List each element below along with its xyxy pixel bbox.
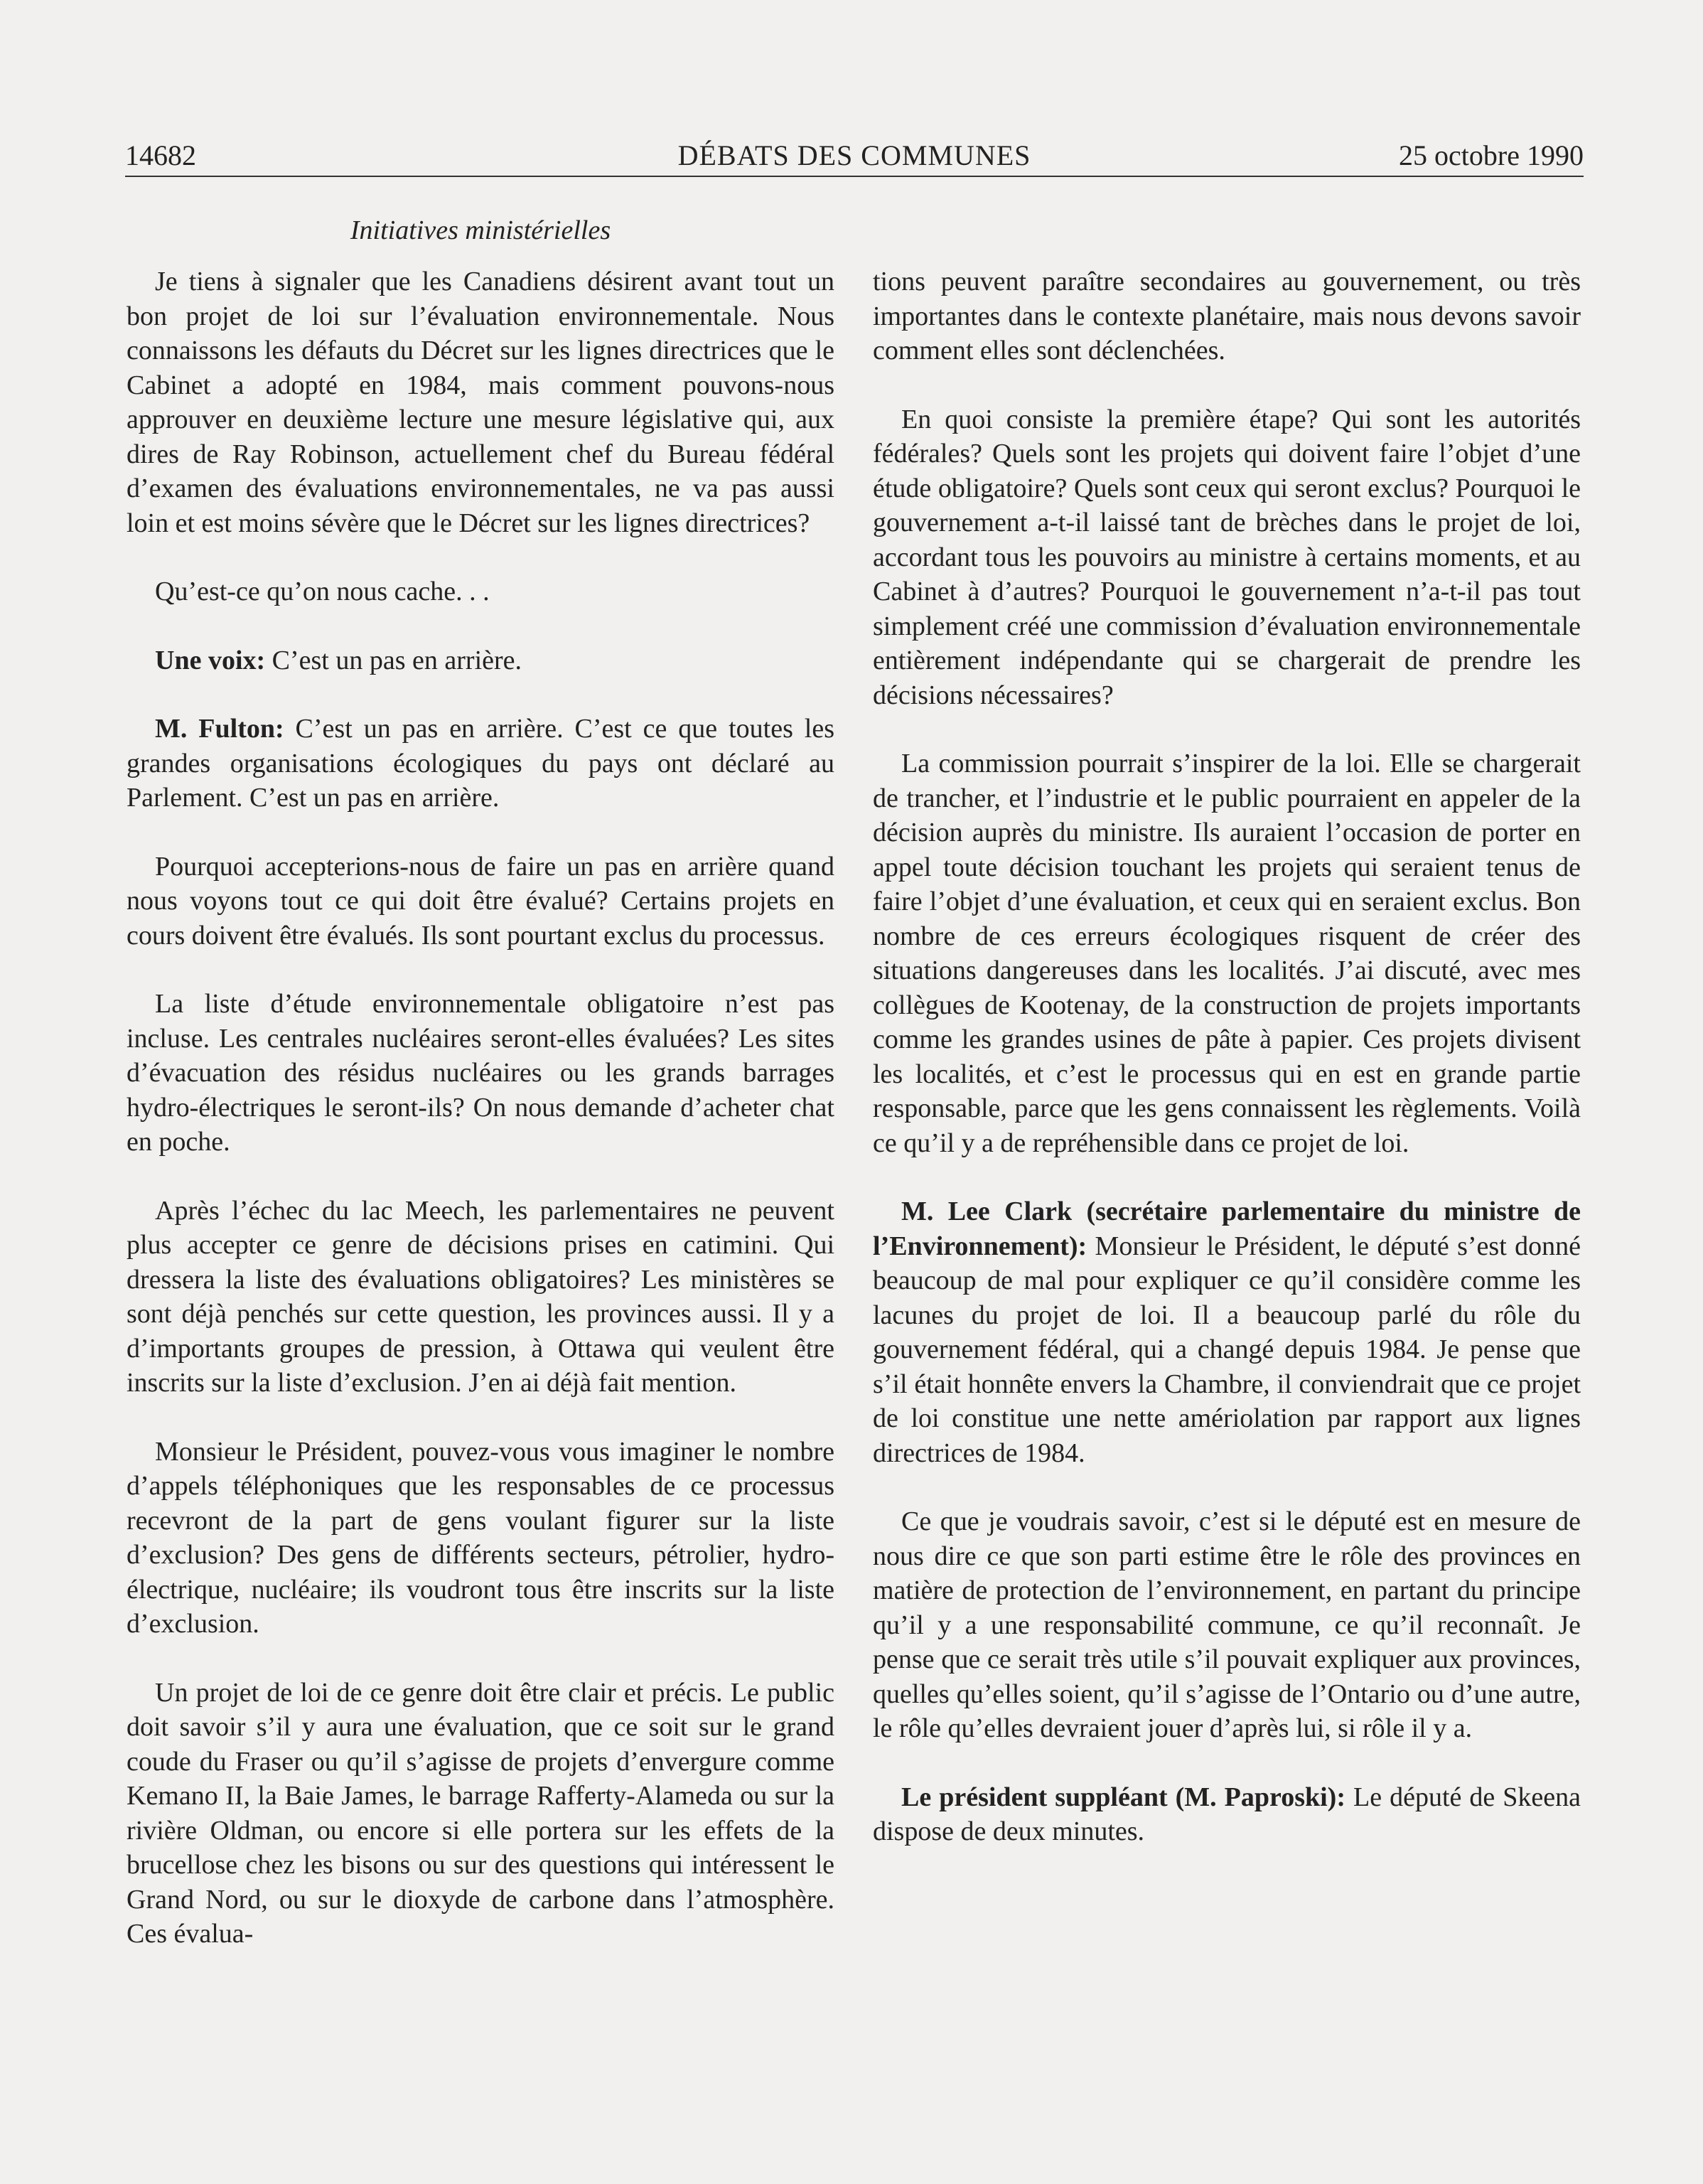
paragraph-text: C’est un pas en arrière. xyxy=(265,645,522,675)
paragraph-text: Après l’échec du lac Meech, les parlementaires ne peuvent plus accepter ce genre de décisions prises en catimini. Qui dressera la liste des évaluations obligatoires? Les ministères se sont déjà penchés sur cette question, les provinces aussi. Il y a d’importants groupes de pression, à Ottawa qui veulent être inscrits sur la liste d’exclusion. J’en ai déjà fait mention. xyxy=(127,1195,834,1398)
publication-date: 25 octobre 1990 xyxy=(1399,139,1584,171)
paragraph-text: En quoi consiste la première étape? Qui sont les autorités fédérales? Quels sont les projets qui doivent faire l’objet d’une étude obligatoire? Quels sont ceux qui seront exclus? Pourquoi le gouvernement a-t-il laissé tant de brèches dans le projet de loi, accordant tous les pouvoirs au ministre à certains moments, et au Cabinet à d’autres? Pourquoi le gouvernement n’a-t-il pas tout simplement créé une commission d’évaluation environnementale entièrement indépendante qui se chargerait de prendre les décisions nécessaires? xyxy=(873,404,1581,710)
paragraph xyxy=(873,1780,1581,1849)
paragraph xyxy=(873,402,1581,713)
paragraph xyxy=(127,987,834,1160)
paragraph xyxy=(873,746,1581,1160)
paragraph xyxy=(127,264,834,540)
paragraph-text: Monsieur le Président, pouvez-vous vous imaginer le nombre d’appels téléphoniques que les responsables de ce processus recevront de la part de gens voulant figurer sur la liste d’exclusion? Des gens de différents secteurs, pétrolier, hydro-électrique, nucléaire; ils voudront tous être inscrits sur la liste d’exclusion. xyxy=(127,1436,834,1639)
paragraph xyxy=(127,712,834,815)
paragraph-text: tions peuvent paraître secondaires au gouvernement, ou très importantes dans le contexte planétaire, mais nous devons savoir comment elles sont déclenchées. xyxy=(873,267,1581,365)
paragraph-text: Qu’est-ce qu’on nous cache. . . xyxy=(155,577,490,606)
speaker-name: M. Lee Clark (secrétaire parlementaire du ministre de l’Environnement): xyxy=(873,1197,1581,1261)
paragraph xyxy=(127,1194,834,1401)
page-number: 14682 xyxy=(125,139,196,171)
speaker-name: M. Fulton: xyxy=(155,714,284,744)
paragraph-text: Monsieur le Président, le député s’est donné beaucoup de mal pour expliquer ce qu’il considère comme les lacunes du projet de loi. Il a beaucoup parlé du rôle du gouvernement fédéral, qui a changé depuis 1984. Je pense que s’il était honnête envers la Chambre, il conviendrait que ce projet de loi constitue une nette amériolation par rapport aux lignes directrices de 1984. xyxy=(873,1231,1581,1468)
paragraph xyxy=(127,643,834,678)
paragraph xyxy=(873,1504,1581,1746)
page-header xyxy=(125,139,1584,177)
paragraph xyxy=(127,850,834,953)
paragraph xyxy=(873,1194,1581,1470)
paragraph xyxy=(127,574,834,609)
paragraph-text: Je tiens à signaler que les Canadiens désirent avant tout un bon projet de loi sur l’évaluation environnementale. Nous connaissons les défauts du Décret sur les lignes directrices que le Cabinet a adopté en 1984, mais comment pouvons-nous approuver en deuxième lecture une mesure législative qui, aux dires de Ray Robinson, actuellement chef du Bureau fédéral d’examen des évaluations environnementales, ne va pas aussi loin et est moins sévère que le Décret sur les lignes directrices? xyxy=(127,267,834,538)
publication-title: DÉBATS DES COMMUNES xyxy=(677,139,1031,171)
speaker-name: Le président suppléant (M. Paproski): xyxy=(901,1782,1345,1812)
paragraph-text: Un projet de loi de ce genre doit être clair et précis. Le public doit savoir s’il y aura une évaluation, que ce soit sur le grand coude du Fraser ou qu’il s’agisse de projets d’envergure comme Kemano II, la Baie James, le barrage Rafferty-Alameda ou sur la rivière Oldman, ou encore si elle portera sur les effets de la brucellose chez les bisons ou sur des questions qui intéressent le Grand Nord, ou sur le dioxyde de carbone dans l’atmosphère. Ces évalua- xyxy=(127,1677,834,1949)
paragraph xyxy=(873,264,1581,368)
paragraph-text: Le député de Skeena dispose de deux minutes. xyxy=(873,1782,1581,1846)
paragraph xyxy=(127,1435,834,1642)
paragraph xyxy=(127,1676,834,1952)
left-column xyxy=(127,264,834,1986)
paragraph-text: La commission pourrait s’inspirer de la loi. Elle se chargerait de trancher, et l’industrie et le public pourraient en appeler de la décision auprès du ministre. Ils auraient l’occasion de porter en appel toute décision touchant les projets qui seraient tenus de faire l’objet d’une évaluation, et ceux qui en seraient exclus. Bon nombre de ces erreurs écologiques risquent de créer des situations dangereuses dans les localités. J’ai discuté, avec mes collègues de Kootenay, de la construction de projets importants comme les grandes usines de pâte à papier. Ces projets divisent les localités, et c’est le processus qui en est en grande partie responsable, parce que les gens connaissent les règlements. Voilà ce qu’il y a de repréhensible dans ce projet de loi. xyxy=(873,749,1581,1158)
paragraph-text: Pourquoi accepterions-nous de faire un pas en arrière quand nous voyons tout ce qui doit être évalué? Certains projets en cours doivent être évalués. Ils sont pourtant exclus du processus. xyxy=(127,851,834,951)
paragraph-text: Ce que je voudrais savoir, c’est si le député est en mesure de nous dire ce que son parti estime être le rôle des provinces en matière de protection de l’environnement, en partant du principe qu’il y a une responsabilité commune, ce qu’il reconnaît. Je pense que ce serait très utile s’il pouvait expliquer aux provinces, quelles qu’elles soient, qu’il s’agisse de l’Ontario ou d’une autre, le rôle qu’elles devraient jouer d’après lui, si rôle il y a. xyxy=(873,1506,1581,1743)
speaker-name: Une voix: xyxy=(155,645,266,675)
paragraph-text: La liste d’étude environnementale obligatoire n’est pas incluse. Les centrales nucléaires seront-elles évaluées? Les sites d’évacuation des résidus nucléaires ou les grands barrages hydro-électriques le seront-ils? On nous demande d’acheter chat en poche. xyxy=(127,989,834,1157)
paragraph-text: C’est un pas en arrière. C’est ce que toutes les grandes organisations écologiques du pays ont déclaré au Parlement. C’est un pas en arrière. xyxy=(127,714,834,813)
right-column xyxy=(873,264,1581,1883)
section-title: Initiatives ministérielles xyxy=(350,215,611,245)
